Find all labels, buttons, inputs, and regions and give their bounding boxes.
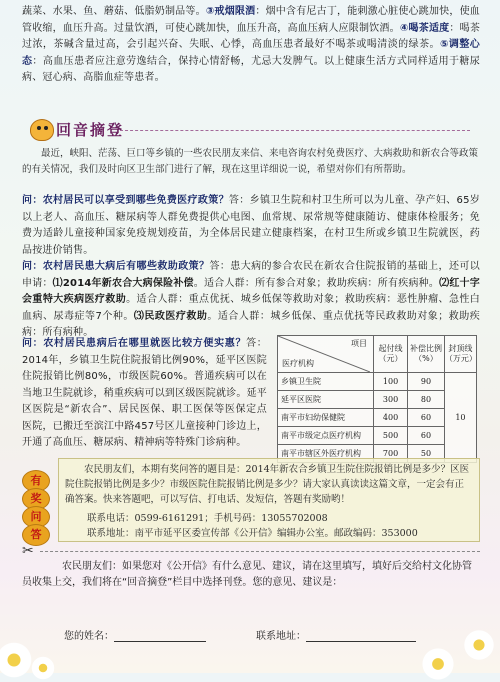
prize-badge: 问 [22,506,50,528]
qa-where-treatment [22,336,267,452]
answer-text: 。适合人群：重点优抚、城乡低保等救助对象；救助疾病：恶性肿瘤、急性白血病、尿毒症等7个种。 [22,294,480,322]
prize-quiz-text: 农民朋友们，本期有奖问答的题目是：2014年新农合乡镇卫生院住院报销比例是多少？区医院住院报销比例是多少？市级医院住院报销比例是多少？请大家认真读读这篇文章，一定会有正确答案。快来答题吧，可以写信、打电话、发短信，答题有奖励哟！ [65,464,470,505]
ratio-cell: 80 [408,391,445,409]
section-divider [120,130,470,131]
threshold-cell: 400 [374,409,408,427]
qa-serious-illness [22,259,480,342]
reimbursement-table [277,335,477,463]
col-header: 补偿比例（%） [408,336,445,373]
prize-badge: 答 [22,524,50,546]
name-input-line[interactable] [114,629,206,642]
name-field [64,627,206,642]
org-name: 乡镇卫生院 [278,373,374,391]
health-advice-paragraph [22,4,480,87]
health-text: ：高血压患者应注意劳逸结合，保持心情舒畅，尤忌大发脾 [32,55,304,67]
col-header: 封顶线（万元） [444,336,476,373]
daisy-decoration [0,640,34,680]
address-field [256,627,416,642]
health-text: 蔬菜、水果、鱼、蘑菇、低脂奶制品等。 [22,6,206,17]
question-heading: 问：农村居民患病后在哪里就医比较方便实惠？ [22,338,247,349]
smoke-heading: 戒烟限酒 [214,6,256,17]
cap-cell: 10 [444,373,476,463]
health-text: 酒。 [379,22,400,34]
ratio-cell: 60 [408,409,445,427]
corner-item-label: 项目 [351,339,367,348]
health-text: 加快，使血管收缩，血压升高。过量饮酒，可使心跳加快，血压升高，高血压病人应限制饮 [22,6,480,34]
threshold-cell: 300 [374,391,408,409]
daisy-decoration [420,646,456,682]
health-text: ：喝茶过浓，茶碱含量过高，会引起兴奋、失眠、心悸，高血压患者最好不喝 [22,22,481,50]
item-number: ③ [205,6,215,17]
corner-org-label: 医疗机构 [282,359,314,368]
cut-line [40,551,480,552]
health-text: 茶或喝清淡的绿茶。 [345,39,440,50]
contact-phone: 联系电话：0599-6161291；手机号码：13055702008 [87,513,328,524]
daisy-decoration [462,628,496,662]
answer-text: 答：患大病的参合农民在新农合住院报销的基础上，还可以申请： [22,261,480,289]
table-corner-cell [278,336,374,373]
qa-free-medical [22,193,480,259]
answer-text: 。适合人群：城乡低保、重点优抚等民政救助对象；救助疾病：所有病种。 [22,310,481,338]
question-heading: 问：农村居民患大病后有哪些救助政策？ [22,261,210,272]
scissors-icon: ✂ [22,543,34,559]
answer-text: 答：乡镇卫生院和村卫生所可以为儿童、孕产妇、65岁以上老人、高血压、糖尿病等人群免费提供心电图、血常规、尿常规等健康随访、健康体检服务；免费为适龄儿童接种国家免疫规划疫苗，为全体居民建立健康档案，在村卫生所或乡镇卫生院就医，药品按进价销售。 [22,195,480,256]
contact-address: 联系地址：南平市延平区委宣传部《公开信》编辑办公室。邮政编码：353000 [87,528,418,539]
aid-item: ⑵红十字会重特大疾病医疗救助 [22,277,480,305]
answer-text: 。适合人群：所有参合对象；救助疾病：所有疾病种。 [193,277,440,289]
org-name: 南平市级定点医疗机构 [278,427,374,445]
ratio-cell: 90 [408,373,445,391]
table-row [278,373,477,391]
address-label: 联系地址： [256,631,306,642]
prize-badge: 有 [22,470,50,492]
mascot-icon [30,119,54,141]
health-text: ：烟中含有尼古丁，能刺激心脏使心跳 [255,6,429,17]
daisy-decoration [30,655,56,681]
section-header [30,117,210,141]
feedback-note: 农民朋友们：如果您对《公开信》有什么意见、建议，请在这里填写，填好后交给村文化协管员收集上交，我们将在“回音摘登”栏目中选择刊登。您的意见、建议是： [22,561,472,588]
address-input-line[interactable] [306,629,416,642]
answer-text: 答：2014年，乡镇卫生院住院报销比例90%，延平区医院住院报销比例80%，市级医院60%。普通疾病可以在当地卫生院就诊，稍重疾病可以到区级医院就诊。延平区医院是“新农合”、居民医保、职工医保等医保定点医院，已搬迁至滨江中路457号区儿童接种门诊边上，开通了高血压、糖尿病、精神病等特殊门诊病种。 [22,338,267,448]
aid-item: ⑶民政医疗救助 [133,310,208,322]
section-intro: 最近，峡阳、茫荡、巨口等乡镇的一些农民朋友来信、来电咨询农村免费医疗、大病救助和新农合等政策的有关情况，我们及时向区卫生部门进行了解，现在这里详细说一说，希望对你们有所帮助。 [22,148,479,175]
ratio-cell: 50 [408,445,445,463]
org-name: 延平区医院 [278,391,374,409]
prize-badge: 奖 [22,488,50,510]
org-name: 南平市辖区外医疗机构 [278,445,374,463]
threshold-cell: 500 [374,427,408,445]
aid-item: ⑴2014年新农合大病保险补偿 [52,277,194,289]
name-label: 您的姓名： [64,631,114,642]
ratio-cell: 60 [408,427,445,445]
health-text: 气。以上健康生活方式同样适用于糖尿病、冠心病、高脂血症等患者。 [22,55,481,83]
mind-heading: 调整心态 [22,39,480,67]
question-heading: 问：农村居民可以享受到哪些免费医疗政策？ [22,195,229,206]
threshold-cell: 700 [374,445,408,463]
threshold-cell: 100 [374,373,408,391]
prize-quiz-box [58,458,480,542]
item-number: ⑤ [439,39,449,50]
org-name: 南平市妇幼保健院 [278,409,374,427]
col-header: 起付线（元） [374,336,408,373]
item-number: ④ [399,22,409,34]
tea-heading: 喝茶适度 [408,22,450,34]
section-title: 回音摘登 [56,121,125,139]
